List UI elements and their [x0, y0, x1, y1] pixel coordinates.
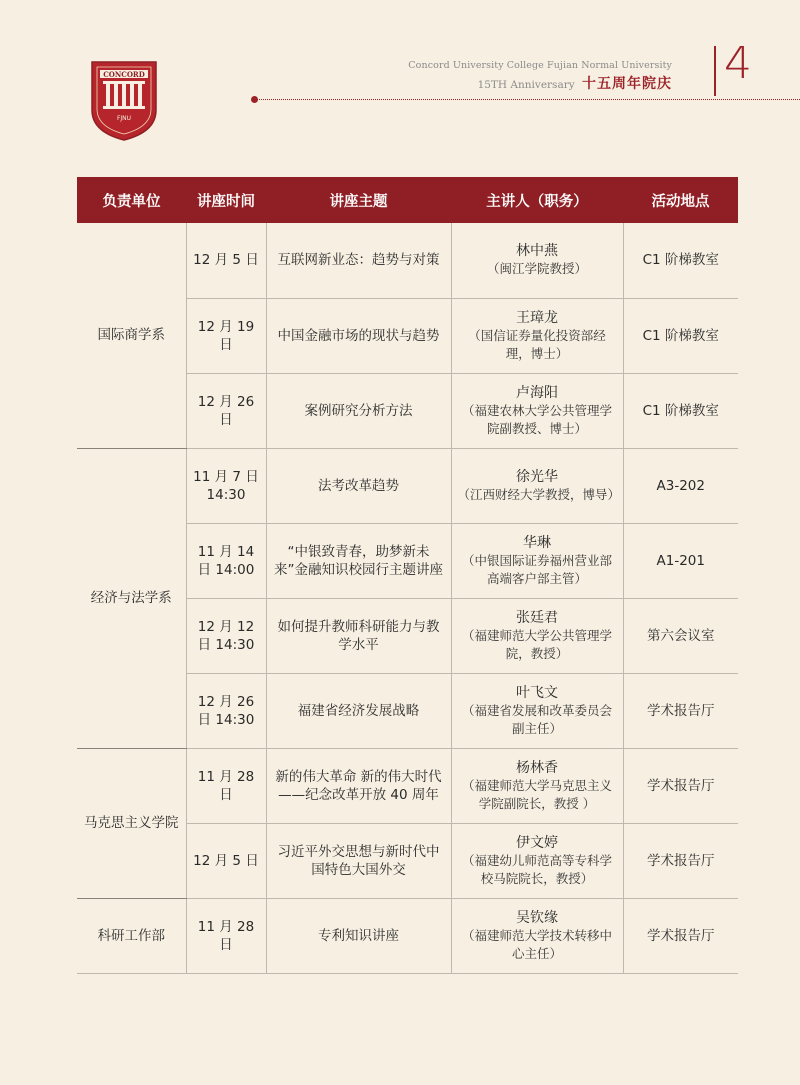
speaker-title: （国信证券量化投资部经理，博士） [468, 327, 606, 361]
topic-cell: 互联网新业态：趋势与对策 [266, 223, 451, 298]
table-row [77, 748, 738, 823]
topic-cell: 中国金融市场的现状与趋势 [266, 298, 451, 373]
speaker-cell [451, 823, 623, 898]
header-speaker: 主讲人（职务） [451, 177, 623, 223]
header-time: 讲座时间 [186, 177, 266, 223]
topic-cell: 如何提升教师科研能力与教学水平 [266, 598, 451, 673]
speaker-cell [451, 598, 623, 673]
dept-cell: 国际商学系 [77, 223, 186, 448]
speaker-name: 伊文婷 [516, 834, 558, 851]
speaker-title: （福建幼儿师范高等专科学校马院院长，教授） [461, 852, 612, 886]
header-rule [255, 99, 800, 100]
speaker-name: 林中燕 [516, 243, 558, 260]
lecture-schedule-table [77, 177, 738, 974]
speaker-name: 王璋龙 [516, 309, 558, 326]
speaker-name: 吴钦缘 [516, 909, 558, 926]
header-location: 活动地点 [623, 177, 738, 223]
location-cell: A1-201 [623, 523, 738, 598]
speaker-title: （福建师范大学公共管理学院，教授） [461, 627, 612, 661]
topic-cell: 习近平外交思想与新时代中国特色大国外交 [266, 823, 451, 898]
table-row [77, 898, 738, 973]
topic-cell: 法考改革趋势 [266, 448, 451, 523]
location-cell: 第六会议室 [623, 598, 738, 673]
location-cell: 学术报告厅 [623, 823, 738, 898]
location-cell: C1 阶梯教室 [623, 373, 738, 448]
speaker-cell [451, 673, 623, 748]
page-number-divider [714, 46, 716, 96]
location-cell: C1 阶梯教室 [623, 298, 738, 373]
time-cell: 11 月 28 日 [186, 898, 266, 973]
speaker-name: 杨林香 [516, 759, 558, 776]
speaker-cell [451, 448, 623, 523]
time-cell: 12 月 26 日 14:30 [186, 673, 266, 748]
topic-cell: “中银致青春，助梦新未来”金融知识校园行主题讲座 [266, 523, 451, 598]
time-cell: 11 月 7 日 14:30 [186, 448, 266, 523]
speaker-cell [451, 523, 623, 598]
location-cell: 学术报告厅 [623, 898, 738, 973]
speaker-cell [451, 748, 623, 823]
page-header [408, 60, 672, 93]
table-header-row [77, 177, 738, 223]
speaker-title: （福建农林大学公共管理学院副教授、博士） [461, 402, 612, 436]
speaker-name: 张廷君 [516, 609, 558, 626]
time-cell: 12 月 26 日 [186, 373, 266, 448]
anniversary-en: 15TH Anniversary [477, 79, 575, 91]
table-row [77, 223, 738, 298]
dept-cell: 经济与法学系 [77, 448, 186, 748]
time-cell: 12 月 5 日 [186, 223, 266, 298]
speaker-cell [451, 223, 623, 298]
speaker-title: （福建师范大学技术转移中心主任） [461, 927, 612, 961]
speaker-title: （江西财经大学教授，博导） [457, 486, 621, 502]
dept-cell: 科研工作部 [77, 898, 186, 973]
topic-cell: 福建省经济发展战略 [266, 673, 451, 748]
topic-cell: 新的伟大革命 新的伟大时代——纪念改革开放 40 周年 [266, 748, 451, 823]
speaker-title: （闽江学院教授） [486, 261, 587, 277]
speaker-cell [451, 298, 623, 373]
topic-cell: 专利知识讲座 [266, 898, 451, 973]
logo-text: CONCORD [103, 70, 145, 79]
logo-subtext: FJNU [116, 115, 132, 122]
speaker-title: （福建省发展和改革委员会副主任） [461, 702, 612, 736]
header-topic: 讲座主题 [266, 177, 451, 223]
speaker-name: 卢海阳 [516, 384, 558, 401]
speaker-name: 徐光华 [516, 468, 558, 485]
anniversary-zh: 十五周年院庆 [582, 76, 672, 92]
location-cell: A3-202 [623, 448, 738, 523]
time-cell: 11 月 28 日 [186, 748, 266, 823]
location-cell: 学术报告厅 [623, 748, 738, 823]
topic-cell: 案例研究分析方法 [266, 373, 451, 448]
table-row [77, 448, 738, 523]
concord-crest-logo [88, 58, 160, 142]
time-cell: 11 月 14 日 14:00 [186, 523, 266, 598]
speaker-title: （中银国际证券福州营业部高端客户部主管） [461, 552, 612, 586]
location-cell: C1 阶梯教室 [623, 223, 738, 298]
college-name-en: Concord University College Fujian Normal University [408, 60, 672, 71]
time-cell: 12 月 19 日 [186, 298, 266, 373]
page-number: 4 [724, 38, 752, 89]
header-dept: 负责单位 [77, 177, 186, 223]
speaker-title: （福建师范大学马克思主义学院副院长，教授 ） [461, 777, 612, 811]
location-cell: 学术报告厅 [623, 673, 738, 748]
dept-cell: 马克思主义学院 [77, 748, 186, 898]
time-cell: 12 月 12 日 14:30 [186, 598, 266, 673]
time-cell: 12 月 5 日 [186, 823, 266, 898]
speaker-cell [451, 898, 623, 973]
speaker-cell [451, 373, 623, 448]
speaker-name: 华琳 [523, 534, 551, 551]
speaker-name: 叶飞文 [516, 684, 558, 701]
